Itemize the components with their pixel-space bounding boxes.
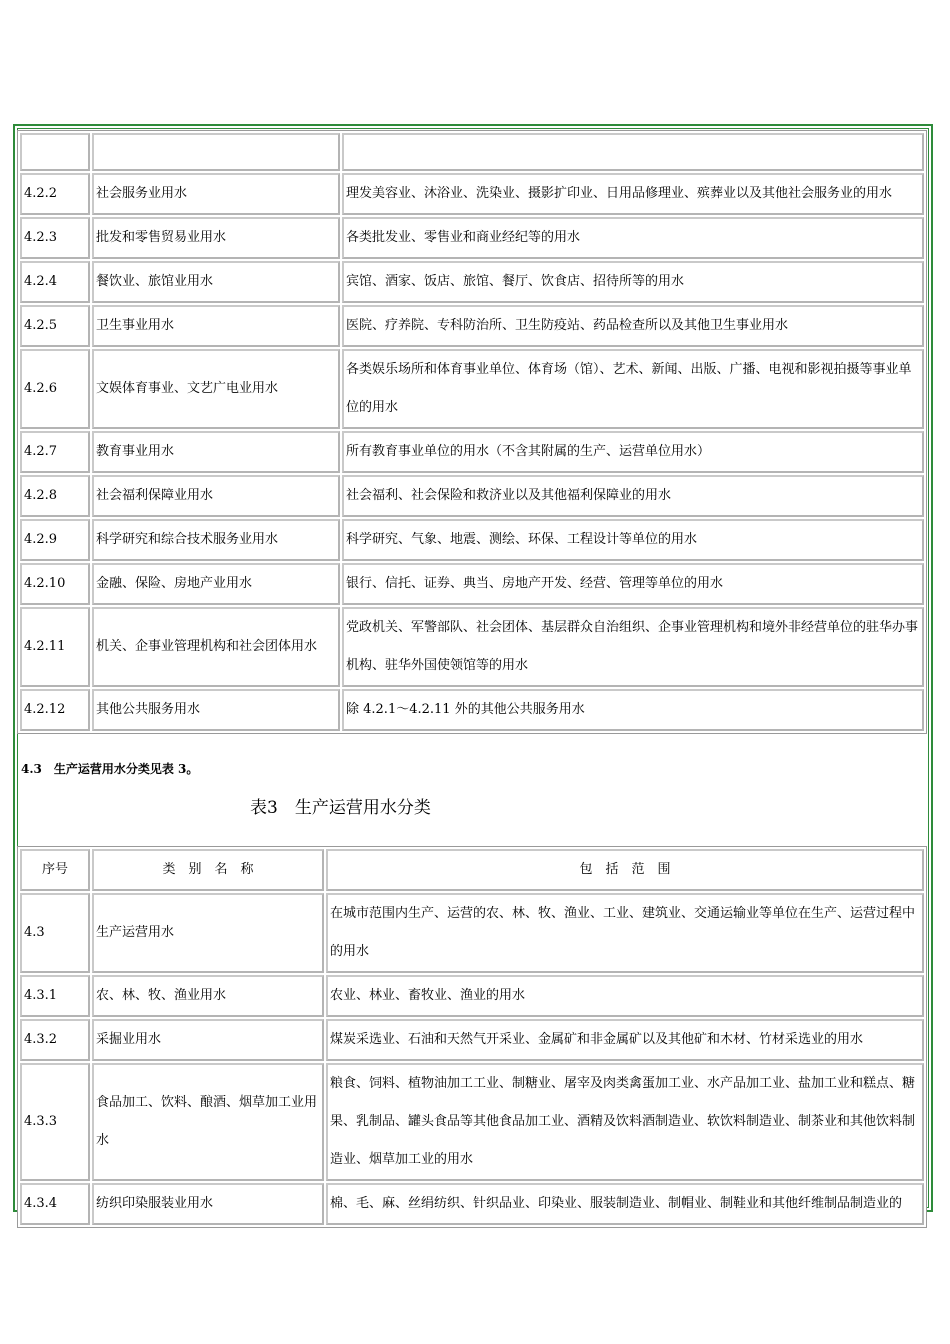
- table-row: [20, 607, 924, 687]
- table-row: [20, 305, 924, 347]
- cell-code: 4.2.9: [20, 519, 90, 561]
- cell-desc: 宾馆、酒家、饭店、旅馆、餐厅、饮食店、招待所等的用水: [342, 261, 924, 303]
- table-row: [20, 475, 924, 517]
- table-row: [20, 563, 924, 605]
- cell-name: 农、林、牧、渔业用水: [92, 975, 324, 1017]
- cell-desc: 煤炭采选业、石油和天然气开采业、金属矿和非金属矿以及其他矿和木材、竹材采选业的用水: [326, 1019, 924, 1061]
- cell-name: 社会服务业用水: [92, 173, 340, 215]
- cell-desc: 棉、毛、麻、丝绢纺织、针织品业、印染业、服装制造业、制帽业、制鞋业和其他纤维制品制造业的: [326, 1183, 924, 1225]
- table-caption: 表3 生产运营用水分类: [250, 798, 431, 818]
- cell-desc: 除 4.2.1～4.2.11 外的其他公共服务用水: [342, 689, 924, 731]
- public-service-water-table: [17, 130, 927, 734]
- cell-name: 采掘业用水: [92, 1019, 324, 1061]
- cell-desc: 党政机关、军警部队、社会团体、基层群众自治组织、企事业管理机构和境外非经营单位的驻华办事机构、驻华外国使领馆等的用水: [342, 607, 924, 687]
- table-row: [20, 893, 924, 973]
- cell-desc: 医院、疗养院、专科防治所、卫生防疫站、药品检查所以及其他卫生事业用水: [342, 305, 924, 347]
- table-row: [20, 349, 924, 429]
- cell-code: 4.2.12: [20, 689, 90, 731]
- cell-desc: 科学研究、气象、地震、测绘、环保、工程设计等单位的用水: [342, 519, 924, 561]
- cell-name: 其他公共服务用水: [92, 689, 340, 731]
- cell-desc: 在城市范围内生产、运营的农、林、牧、渔业、工业、建筑业、交通运输业等单位在生产、运营过程中的用水: [326, 893, 924, 973]
- cell-desc: 粮食、饲料、植物油加工工业、制糖业、屠宰及肉类禽蛋加工业、水产品加工业、盐加工业和糕点、糖果、乳制品、罐头食品等其他食品加工业、酒精及饮料酒制造业、软饮料制造业、制茶业和其他饮料制造业、烟草加工业的用水: [326, 1063, 924, 1181]
- cell-desc: 农业、林业、畜牧业、渔业的用水: [326, 975, 924, 1017]
- cell-code: 4.2.10: [20, 563, 90, 605]
- production-water-table: [17, 846, 927, 1228]
- table2-body: [20, 893, 924, 1225]
- cell-code: [20, 133, 90, 171]
- cell-name: 纺织印染服装业用水: [92, 1183, 324, 1225]
- cell-desc: 各类娱乐场所和体育事业单位、体育场（馆）、艺术、新闻、出版、广播、电视和影视拍摄等事业单位的用水: [342, 349, 924, 429]
- header-code: 序号: [20, 849, 90, 891]
- table-row: [20, 689, 924, 731]
- section-heading: 4.3 生产运营用水分类见表 3。: [21, 762, 199, 776]
- table-row: [20, 261, 924, 303]
- table-row: [20, 217, 924, 259]
- table-header-row: [20, 849, 924, 891]
- cell-code: 4.2.6: [20, 349, 90, 429]
- cell-desc: 各类批发业、零售业和商业经纪等的用水: [342, 217, 924, 259]
- cell-desc: 社会福利、社会保险和救济业以及其他福利保障业的用水: [342, 475, 924, 517]
- cell-desc: 所有教育事业单位的用水（不含其附属的生产、运营单位用水）: [342, 431, 924, 473]
- cell-desc: 理发美容业、沐浴业、洗染业、摄影扩印业、日用品修理业、殡葬业以及其他社会服务业的用水: [342, 173, 924, 215]
- cell-desc: 银行、信托、证券、典当、房地产开发、经营、管理等单位的用水: [342, 563, 924, 605]
- cell-name: 卫生事业用水: [92, 305, 340, 347]
- cell-name: 生产运营用水: [92, 893, 324, 973]
- cell-name: 餐饮业、旅馆业用水: [92, 261, 340, 303]
- cell-name: 社会福利保障业用水: [92, 475, 340, 517]
- cell-code: 4.2.8: [20, 475, 90, 517]
- cell-code: 4.3.2: [20, 1019, 90, 1061]
- cell-code: 4.3: [20, 893, 90, 973]
- table-row: [20, 975, 924, 1017]
- cell-name: 科学研究和综合技术服务业用水: [92, 519, 340, 561]
- cell-code: 4.3.3: [20, 1063, 90, 1181]
- table-row: [20, 1063, 924, 1181]
- cell-code: 4.3.4: [20, 1183, 90, 1225]
- table-row: [20, 173, 924, 215]
- header-name: 类 别 名 称: [92, 849, 324, 891]
- table-row: [20, 1019, 924, 1061]
- cell-name: 批发和零售贸易业用水: [92, 217, 340, 259]
- table-row: [20, 133, 924, 171]
- table1-body: [20, 133, 924, 731]
- cell-code: 4.2.3: [20, 217, 90, 259]
- cell-name: 金融、保险、房地产业用水: [92, 563, 340, 605]
- table-row: [20, 1183, 924, 1225]
- cell-code: 4.3.1: [20, 975, 90, 1017]
- cell-name: 食品加工、饮料、酿酒、烟草加工业用水: [92, 1063, 324, 1181]
- cell-code: 4.2.2: [20, 173, 90, 215]
- cell-code: 4.2.5: [20, 305, 90, 347]
- cell-desc: [342, 133, 924, 171]
- table-row: [20, 519, 924, 561]
- cell-name: [92, 133, 340, 171]
- cell-code: 4.2.4: [20, 261, 90, 303]
- header-desc: 包 括 范 围: [326, 849, 924, 891]
- cell-name: 机关、企事业管理机构和社会团体用水: [92, 607, 340, 687]
- cell-name: 教育事业用水: [92, 431, 340, 473]
- cell-code: 4.2.7: [20, 431, 90, 473]
- table-row: [20, 431, 924, 473]
- cell-code: 4.2.11: [20, 607, 90, 687]
- cell-name: 文娱体育事业、文艺广电业用水: [92, 349, 340, 429]
